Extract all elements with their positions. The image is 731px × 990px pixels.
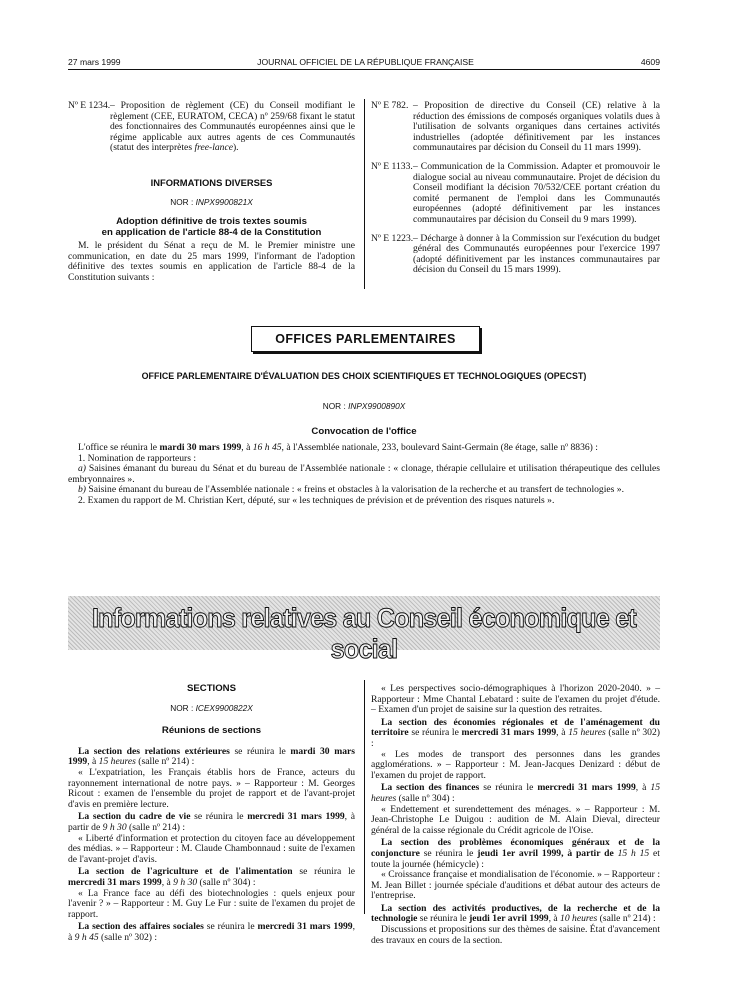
text: se réunira le	[292, 866, 355, 878]
text: et toute la journée (hémicycle) :	[371, 847, 660, 870]
bold-text: mardi 30 mars 1999	[68, 745, 355, 768]
bold-text: La section des économies régionales et de l'aménagement du territoire	[371, 716, 660, 739]
item-text: – Communication de la Commission. Adapter et promouvoir le dialogue social au niveau communautaire. Projet de décision du Conseil modifiant la décision 70/532/CEE portant création du comité permanent de l'emploi dans les Communautés européennes (adopté définitivement par les instances communautaires par décision du Conseil du 9 mars 1999).	[413, 160, 660, 225]
text: Saisine émanant du bureau de l'Assemblée nationale : « freins et obstacles à la valorisation de la recherche et au transfert de technologies ».	[86, 484, 624, 496]
bold-text: mercredi 31 mars 1999	[247, 811, 345, 823]
text: , à	[635, 782, 651, 794]
point-2: 2. Examen du rapport de M. Christian Kert, député, sur « les techniques de prévision et de prévention des risques naturels ».	[78, 494, 555, 506]
column-divider-top	[364, 99, 365, 289]
text: , à	[241, 442, 253, 453]
adoption-title-line1: Adoption définitive de trois textes soumis	[116, 216, 307, 228]
italic-text: 9 h 30	[173, 876, 198, 888]
text: (salle nº 304) :	[197, 876, 256, 888]
nor-reference-sections	[68, 703, 355, 714]
bold-text: La section des activités productives, de la recherche et de la technologie	[371, 902, 660, 925]
session-announcement	[371, 838, 660, 870]
session-announcement	[371, 718, 660, 750]
reunions-title: Réunions de sections	[161, 725, 262, 737]
session-agenda: « L'expatriation, les Français établis hors de France, acteurs du rayonnement international de notre pays. » – Rapporteur : M. Georges Ricout : examen de l'ensemble du projet de rapport et de l'avant-projet d'avis en première lecture.	[68, 766, 355, 810]
cese-banner	[68, 596, 660, 664]
office-title: OFFICE PARLEMENTAIRE D'ÉVALUATION DES CHOIX SCIENTIFIQUES ET TECHNOLOGIQUES (OPECST)	[141, 371, 587, 381]
session-agenda: « Endettement et surendettement des ménages. » – Rapporteur : M. Jean-Christophe Le Duigou : audition de M. Alain Dieval, directeur général de la caisse régionale du Crédit agricole de l'Oise.	[371, 803, 660, 836]
point-1a	[68, 464, 660, 485]
item-label: Nº E 782.	[371, 100, 409, 111]
label: b)	[78, 484, 86, 496]
label: a)	[78, 463, 86, 475]
text: se réunira le	[203, 921, 258, 933]
text: , à	[87, 756, 99, 768]
right-paragraphs	[371, 684, 660, 946]
text: (salle nº 304) :	[396, 792, 455, 804]
sections-title: SECTIONS	[186, 683, 237, 694]
session-agenda: « Les modes de transport des personnes dans les grandes agglomérations. » – Rapporteur : M. Jean-Jacques Denizard : début de l'examen du projet de rapport.	[371, 748, 660, 781]
bold-text: La section des relations extérieures	[78, 745, 230, 757]
item-italic: free-lance	[194, 142, 233, 154]
bold-text: mercredi 31 mars 1999	[257, 921, 353, 933]
text: , à	[68, 921, 355, 943]
right-top-column	[371, 101, 660, 276]
italic-text: 15 heures	[98, 756, 136, 768]
bold-text: La section des problèmes économiques généraux et de la conjoncture	[371, 837, 660, 859]
text: Saisines émanant du bureau du Sénat et du bureau de l'Assemblée nationale : « clonage, thérapie cellulaire et utilisation thérapeutique des cellules embryonnaires ».	[68, 463, 660, 485]
section-title-informations-diverses: INFORMATIONS DIVERSES	[150, 176, 273, 188]
adoption-title	[68, 217, 355, 238]
header-page-number: 4609	[640, 57, 660, 67]
bold-text: La section de l'agriculture et de l'alimentation	[78, 866, 293, 878]
left-top-column	[68, 101, 355, 284]
session-agenda: « Croissance française et mondialisation de l'économie. » – Rapporteur : M. Jean Billet : journée spéciale d'auditions et débat autour des acteurs de l'entreprise.	[371, 869, 660, 902]
convocation-title: Convocation de l'office	[311, 426, 417, 437]
directive-item-e1234	[68, 101, 355, 154]
nor-code: INPX9900821X	[195, 196, 253, 207]
header-journal-title: JOURNAL OFFICIEL DE LA RÉPUBLIQUE FRANÇAISE	[257, 57, 474, 67]
convocation-body	[68, 443, 660, 507]
text: (salle nº 302) :	[98, 931, 158, 943]
text: (salle nº 214) :	[597, 913, 656, 925]
bold-text: La section des affaires sociales	[78, 921, 204, 933]
time: 16 h 45	[252, 442, 282, 453]
item-text: – Proposition de règlement (CE) du Conseil modifiant le règlement (CEE, EURATOM, CECA) nº 259/68 fixant le statut des fonctionnaires des Communautés européennes ainsi que le régime applicable aux autres agents de ces Communautés (statut des interprètes	[110, 100, 355, 154]
text: , à l'Assemblée nationale, 233, boulevard Saint-Germain (8e étage, salle nº 8836) :	[281, 442, 598, 453]
italic-text: 15 heures	[568, 727, 606, 739]
left-paragraphs	[68, 747, 355, 944]
session-agenda: « La France face au défi des biotechnologies : quels enjeux pour l'avenir ? » – Rapporteur : M. Guy Le Fur : suite de l'examen du projet de rapport.	[68, 887, 355, 920]
italic-text: 15 h 15	[617, 847, 650, 859]
session-announcement	[68, 922, 355, 943]
text: se réunira le	[229, 745, 291, 757]
session-agenda: Discussions et propositions sur des thèmes de saisine. État d'avancement des travaux en cours de la section.	[371, 924, 660, 946]
bold-text: jeudi 1er avril 1999	[469, 913, 549, 925]
session-announcement	[371, 783, 660, 804]
text: , à	[548, 913, 561, 925]
header-rule	[68, 69, 660, 70]
point-1: 1. Nomination de rapporteurs :	[78, 452, 197, 464]
item-text: – Décharge à donner à la Commission sur l'exécution du budget général des Communautés européennes pour l'exercice 1997 (adopté définitivement par les instances communautaires par décision du Conseil du 15 mars 1999).	[413, 232, 660, 276]
item-text: – Proposition de directive du Conseil (CE) relative à la réduction des émissions de composés organiques volatils dues à l'utilisation de solvants organiques dans certaines activités industrielles (adoptée définitivement par les instances communautaires par décision du Conseil du 11 mars 1999).	[413, 100, 660, 154]
bold-text: jeudi 1er avril 1999, à partir de	[477, 847, 614, 859]
text: (salle nº 214) :	[126, 821, 186, 833]
italic-text: 9 h 45	[74, 931, 99, 943]
sections-right-column	[371, 684, 660, 946]
offices-parlementaires-box: OFFICES PARLEMENTAIRES	[251, 326, 480, 352]
nor-prefix: NOR :	[170, 196, 196, 207]
banner-title: Informations relatives au Conseil économique et social	[91, 603, 637, 664]
text: L'office se réunira le	[78, 442, 160, 453]
sections-left-column	[68, 684, 355, 943]
text: (salle nº 214) :	[135, 756, 195, 768]
adoption-text: M. le président du Sénat a reçu de M. le Premier ministre une communication, en date du 25 mars 1999, l'informant de l'adoption définitive des textes soumis en application de l'article 88-4 de la Constitution suivants :	[68, 240, 355, 283]
nor-reference	[68, 197, 355, 208]
nor-code: ICEX9900822X	[195, 702, 253, 713]
adoption-title-line2: en application de l'article 88-4 de la Constitution	[101, 226, 322, 238]
directive-item-e1223	[371, 234, 660, 276]
text: se réunira le	[417, 913, 470, 925]
directive-item-e782	[371, 101, 660, 154]
date: mardi 30 mars 1999	[159, 442, 242, 453]
session-announcement	[68, 867, 355, 888]
nor-code: INPX9900890X	[348, 401, 406, 411]
session-announcement	[68, 747, 355, 768]
bold-text: La section du cadre de vie	[78, 811, 191, 823]
italic-text: 10 heures	[560, 913, 598, 925]
session-agenda: « Les perspectives socio-démographiques à l'horizon 2020-2040. » – Rapporteur : Mme Chantal Lebatard : suite de l'examen du projet d'étude. – Examen d'un projet de saisine sur la question des retraites.	[371, 683, 660, 716]
text: , à partir de	[68, 811, 355, 833]
item-label: Nº E 1234.	[68, 100, 111, 111]
text: , à	[556, 727, 569, 739]
convocation-text	[68, 443, 660, 454]
text: (salle nº 302) :	[371, 727, 660, 749]
text: se réunira le	[190, 811, 248, 823]
italic-text: 9 h 30	[102, 821, 127, 833]
nor-prefix: NOR :	[322, 401, 349, 411]
text: se réunira le	[419, 847, 478, 859]
session-announcement	[371, 904, 660, 925]
italic-text: 15 heures	[371, 782, 660, 804]
text: se réunira le	[408, 727, 462, 739]
bold-text: mercredi 31 mars 1999	[461, 727, 557, 739]
bold-text: mercredi 31 mars 1999	[537, 782, 636, 794]
nor-prefix: NOR :	[170, 702, 196, 713]
text: , à	[161, 876, 174, 888]
bold-text: La section des finances	[381, 782, 480, 794]
nor-reference-office	[68, 401, 660, 411]
session-announcement	[68, 812, 355, 833]
bold-text: mercredi 31 mars 1999	[68, 876, 162, 888]
item-label: Nº E 1223.	[371, 232, 414, 244]
directive-item-e1133	[371, 162, 660, 226]
column-divider-bottom	[364, 680, 365, 914]
item-label: Nº E 1133.	[371, 160, 413, 172]
item-text-end: ).	[232, 142, 239, 154]
text: se réunira le	[479, 782, 538, 794]
session-agenda: « Liberté d'information et protection du citoyen face au développement des médias. » – Rapporteur : M. Claude Chambonnaud : suite de l'examen de l'avant-projet d'avis.	[68, 832, 355, 865]
header-date: 27 mars 1999	[68, 57, 121, 67]
